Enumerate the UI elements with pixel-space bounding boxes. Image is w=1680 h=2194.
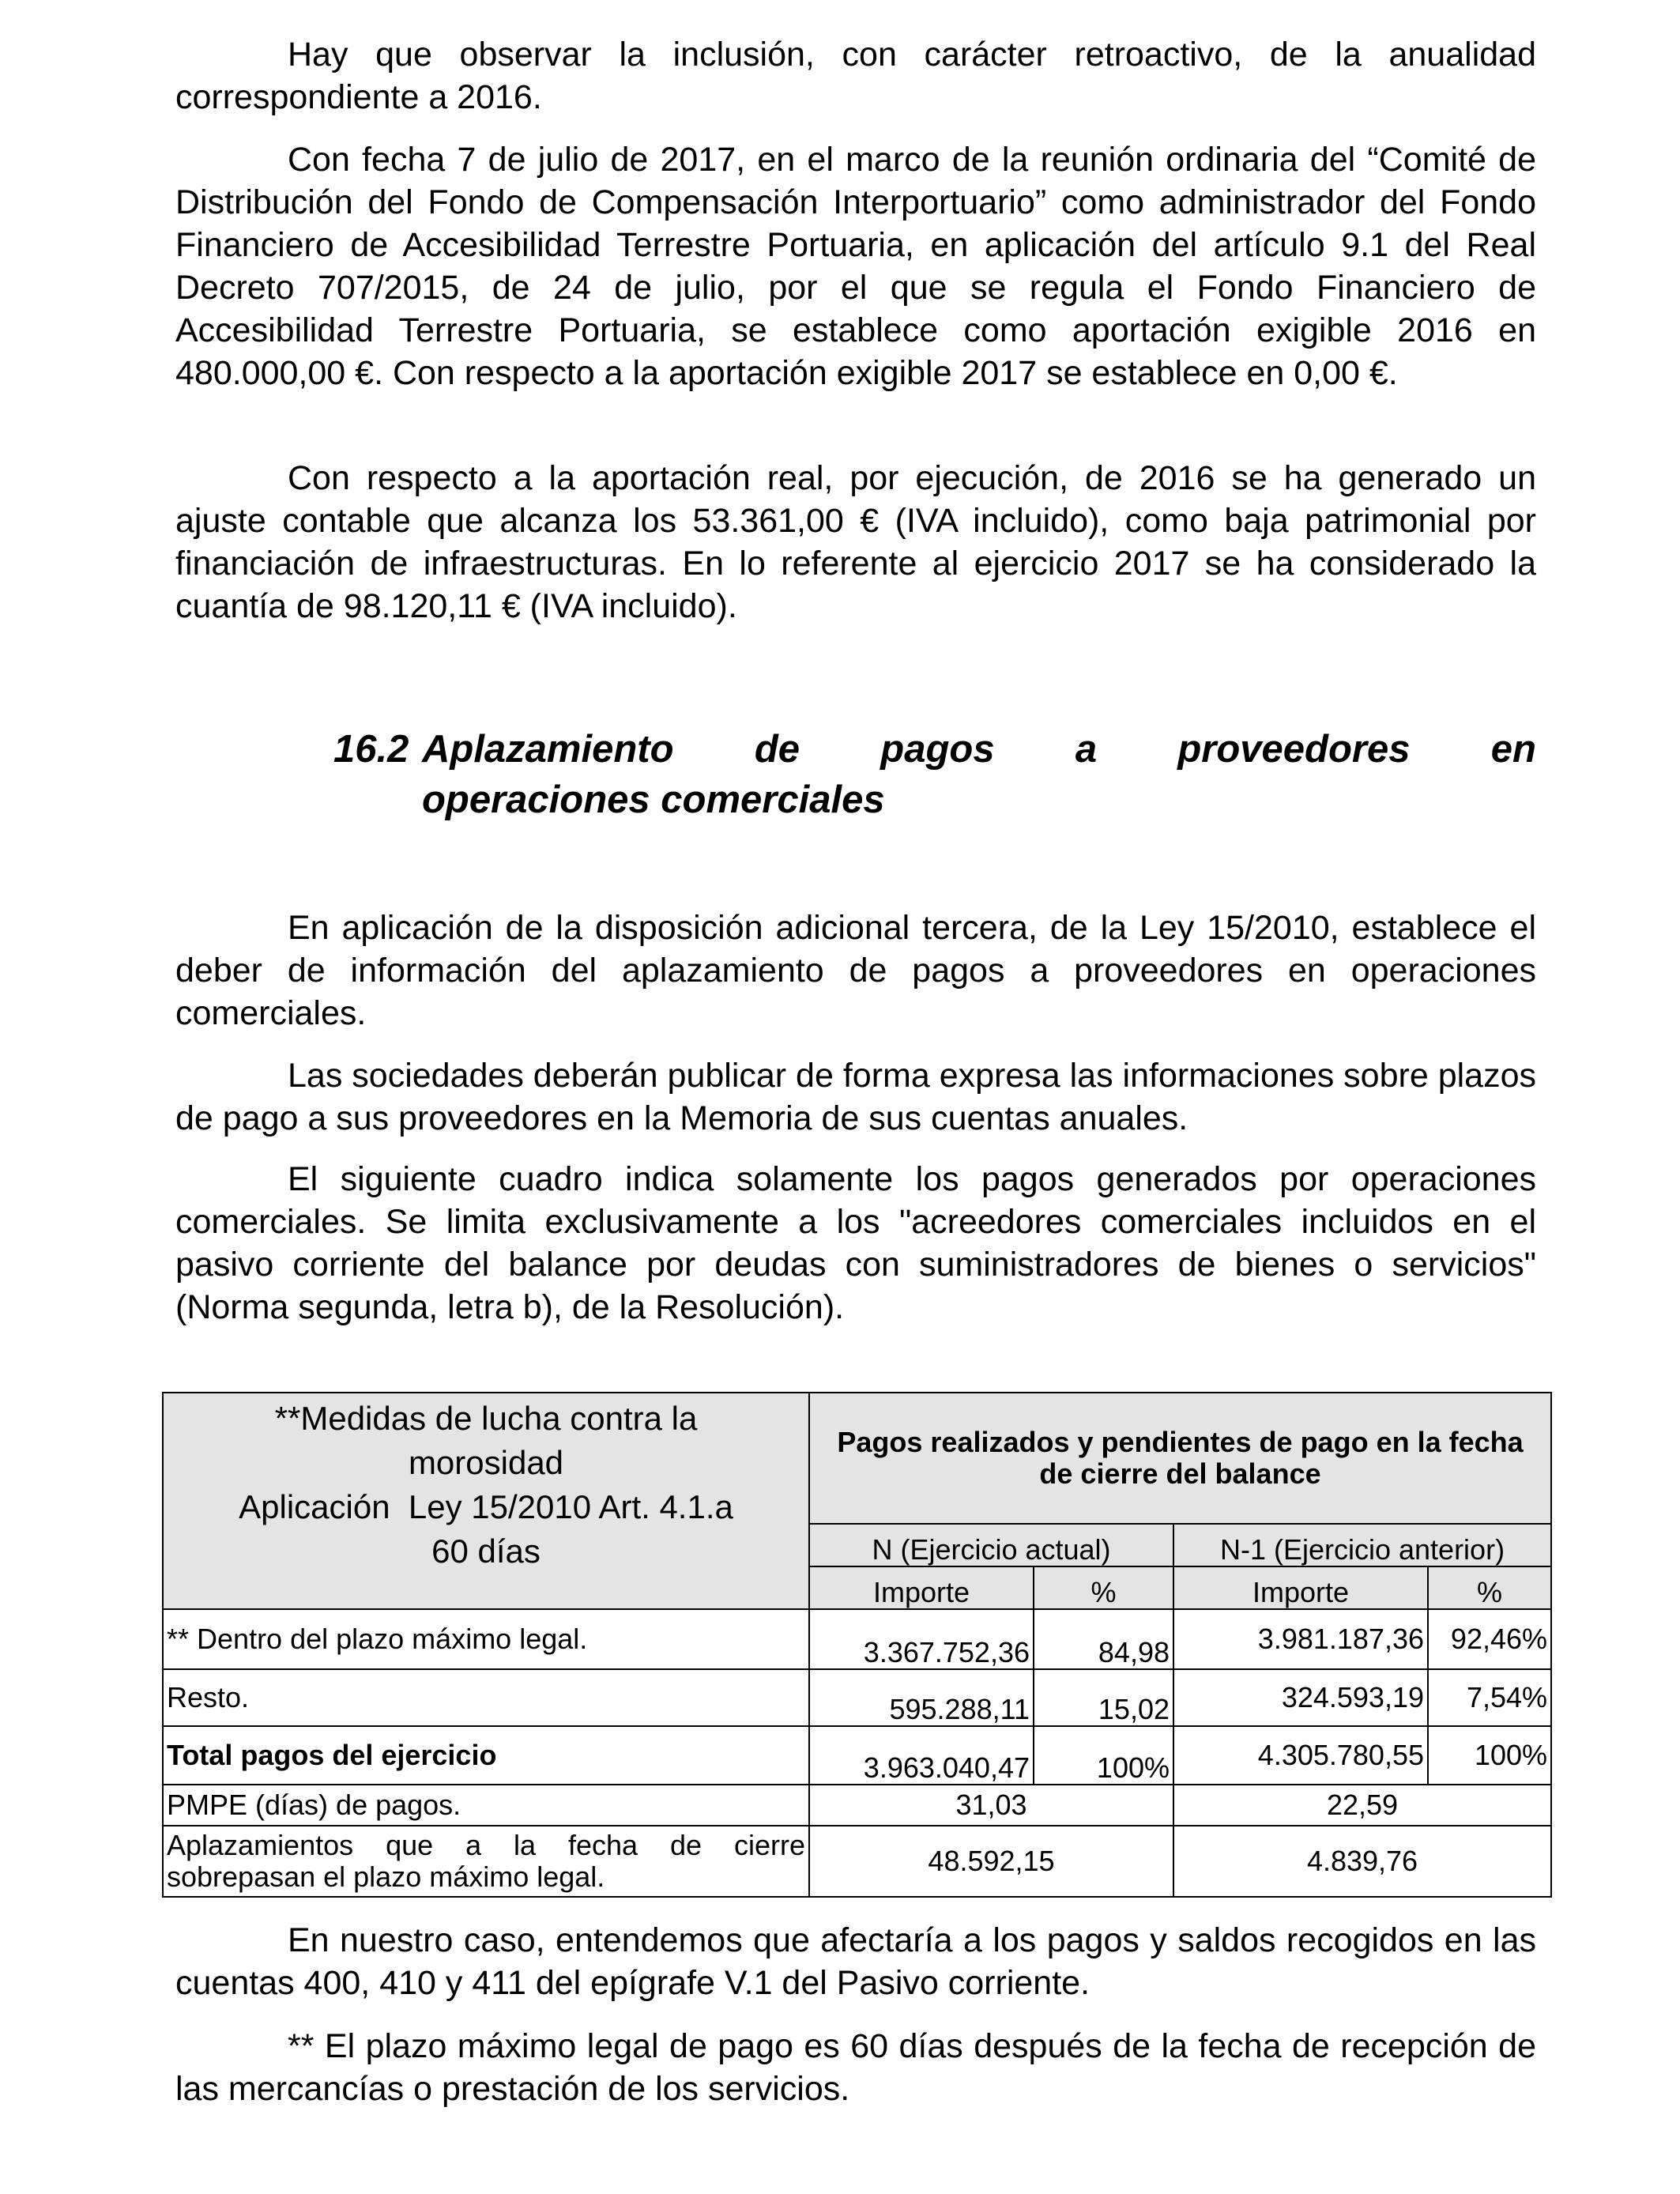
table-row (163, 1726, 1551, 1785)
cell-n-importe: 595.288,11 (809, 1669, 1034, 1726)
heading-word: de (754, 728, 800, 771)
section-heading (333, 724, 1536, 825)
cell-n1-importe: 4.305.780,55 (1173, 1726, 1428, 1785)
subheader-pct: % (1428, 1566, 1551, 1609)
paragraph-ley: En aplicación de la disposición adicional tercera, de la Ley 15/2010, establece el deber de información del aplazamiento de pagos a proveedores en operaciones comerciales. (175, 909, 1536, 1032)
subheader-pct: % (1034, 1566, 1173, 1609)
table-row (163, 1669, 1551, 1726)
table-main-header: Pagos realizados y pendientes de pago en la fecha de cierre del balance (809, 1393, 1551, 1524)
paragraph-inclusion: Hay que observar la inclusión, con carácter retroactivo, de la anualidad correspondiente a 2016. (175, 36, 1536, 116)
cell-n1-pct: 92,46% (1428, 1609, 1551, 1669)
morosidad-table (162, 1392, 1552, 1898)
table-row-aplazamientos (163, 1826, 1551, 1897)
heading-word: proveedores (1177, 728, 1411, 771)
subheader-importe: Importe (1173, 1566, 1428, 1609)
table-title-line: morosidad (408, 1444, 564, 1481)
cell-n1-importe: 324.593,19 (1173, 1669, 1428, 1726)
table-title-cell (163, 1393, 809, 1609)
cell-n-importe: 3.367.752,36 (809, 1609, 1034, 1669)
cell-n-importe: 3.963.040,47 (809, 1726, 1034, 1785)
paragraph-cuadro: El siguiente cuadro indica solamente los pagos generados por operaciones comerciales. Se limita exclusivamente a los "acreedores comerciales incluidos en el pasivo corriente del balance por deudas con suministradores de bienes o servicios" (Norma segunda, letra b), de la Resolución). (175, 1160, 1536, 1326)
paragraph-cuentas: En nuestro caso, entendemos que afectaría a los pagos y saldos recogidos en las cuentas 400, 410 y 411 del epígrafe V.1 del Pasivo corriente. (175, 1921, 1536, 2002)
table-title-line: Aplicación Ley 15/2010 Art. 4.1.a (239, 1488, 733, 1525)
row-label: Resto. (163, 1669, 809, 1726)
heading-line2: operaciones comerciales (422, 778, 885, 821)
row-label: ** Dentro del plazo máximo legal. (163, 1609, 809, 1669)
row-label: PMPE (días) de pagos. (163, 1785, 809, 1826)
cell-n1-pmpe: 22,59 (1173, 1785, 1551, 1826)
cell-n1-aplaz: 4.839,76 (1173, 1826, 1551, 1897)
heading-word: Aplazamiento (422, 728, 674, 771)
heading-word: en (1490, 728, 1536, 771)
paragraph-plazo-legal: ** El plazo máximo legal de pago es 60 días después de la fecha de recepción de las mercancías o prestación de los servicios. (175, 2027, 1536, 2108)
col-header-n1: N-1 (Ejercicio anterior) (1173, 1524, 1551, 1566)
paragraph-comite: Con fecha 7 de julio de 2017, en el marco de la reunión ordinaria del “Comité de Distribución del Fondo de Compensación Interportuario” como administrador del Fondo Financiero de Accesibilidad Terrestre Portuaria, en aplicación del artículo 9.1 del Real Decreto 707/2015, de 24 de julio, por el que se regula el Fondo Financiero de Accesibilidad Terrestre Portuaria, se establece como aportación exigible 2016 en 480.000,00 €. Con respecto a la aportación exigible 2017 se establece en 0,00 €. (175, 141, 1536, 392)
row-label: Aplazamientos que a la fecha de cierre sobrepasan el plazo máximo legal. (163, 1826, 809, 1897)
table-row (163, 1609, 1551, 1669)
cell-n-pct: 15,02 (1034, 1669, 1173, 1726)
cell-n-pmpe: 31,03 (809, 1785, 1173, 1826)
cell-n-aplaz: 48.592,15 (809, 1826, 1173, 1897)
col-header-n: N (Ejercicio actual) (809, 1524, 1173, 1566)
table-row-pmpe (163, 1785, 1551, 1826)
row-label: Total pagos del ejercicio (163, 1726, 809, 1785)
subheader-importe: Importe (809, 1566, 1034, 1609)
cell-n1-pct: 7,54% (1428, 1669, 1551, 1726)
paragraph-aportacion-real: Con respecto a la aportación real, por ejecución, de 2016 se ha generado un ajuste contable que alcanza los 53.361,00 € (IVA incluido), como baja patrimonial por financiación de infraestructuras. En lo referente al ejercicio 2017 se ha considerado la cuantía de 98.120,11 € (IVA incluido). (175, 459, 1536, 625)
cell-n1-pct: 100% (1428, 1726, 1551, 1785)
table-title-line: **Medidas de lucha contra la (274, 1400, 698, 1437)
cell-n-pct: 84,98 (1034, 1609, 1173, 1669)
table-title-line: 60 días (431, 1532, 541, 1570)
cell-n-pct: 100% (1034, 1726, 1173, 1785)
cell-n1-importe: 3.981.187,36 (1173, 1609, 1428, 1669)
heading-word: a (1075, 728, 1098, 771)
paragraph-sociedades: Las sociedades deberán publicar de forma expresa las informaciones sobre plazos de pago a sus proveedores en la Memoria de sus cuentas anuales. (175, 1057, 1536, 1137)
section-number: 16.2 (333, 728, 409, 771)
heading-word: pagos (880, 728, 995, 771)
